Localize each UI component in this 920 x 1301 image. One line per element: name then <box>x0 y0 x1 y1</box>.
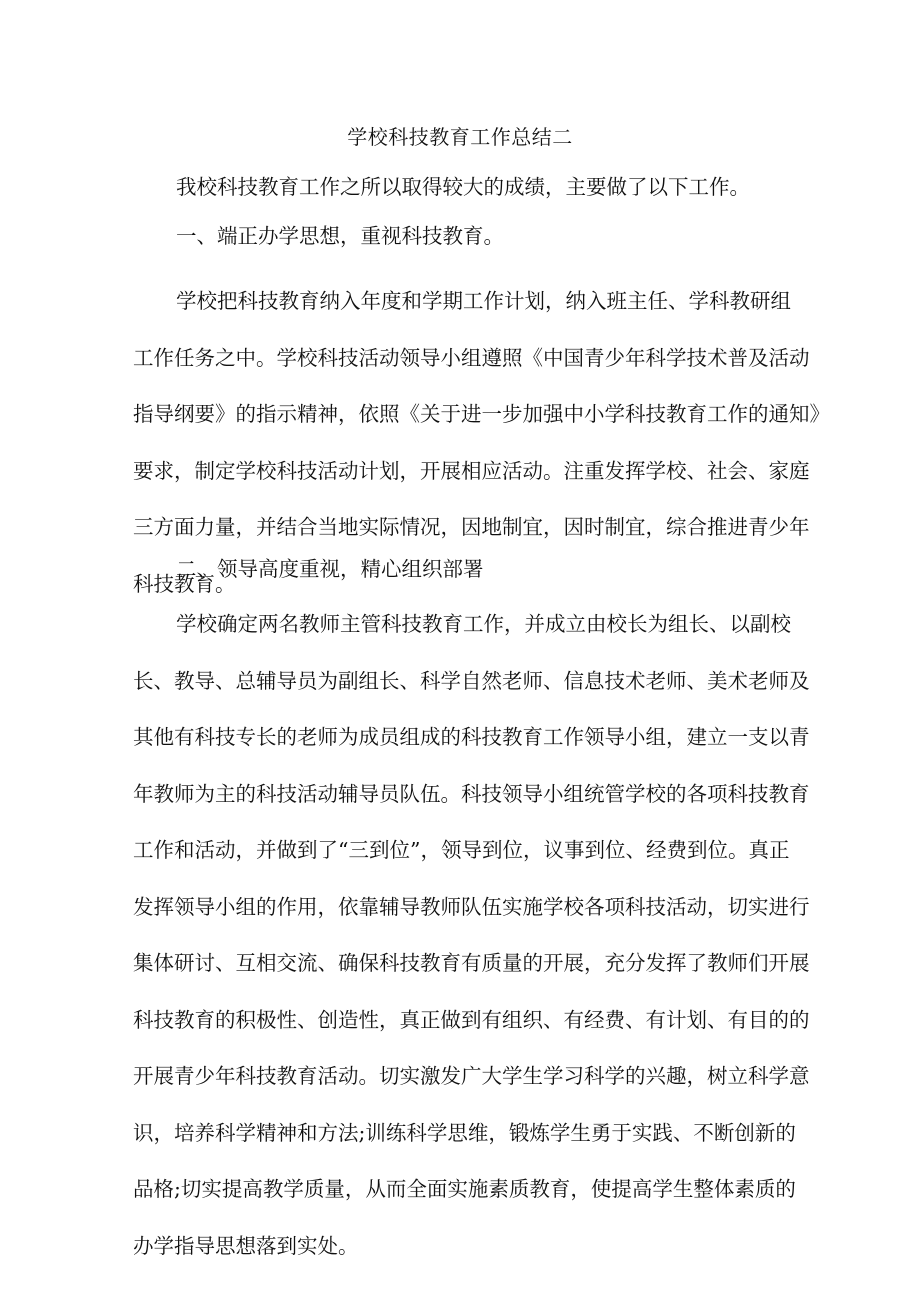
paragraph-line: 识，培养科学精神和方法;训练科学思维，锻炼学生勇于实践、不断创新的 <box>133 1120 796 1145</box>
intro-paragraph: 我校科技教育工作之所以取得较大的成绩，主要做了以下工作。 <box>176 175 750 199</box>
paragraph-line: 科技教育。 <box>133 571 236 596</box>
paragraph-line: 年教师为主的科技活动辅导员队伍。科技领导小组统管学校的各项科技教育 <box>133 781 810 806</box>
paragraph-line: 开展青少年科技教育活动。切实激发广大学生学习科学的兴趣，树立科学意 <box>133 1064 810 1088</box>
paragraph-line: 三方面力量，并结合当地实际情况，因地制宜，因时制宜，综合推进青少年 <box>133 515 810 539</box>
paragraph-line: 科技教育的积极性、创造性，真正做到有组织、有经费、有计划、有目的的 <box>133 1007 810 1032</box>
paragraph-line: 其他有科技专长的老师为成员组成的科技教育工作领导小组，建立一支以青 <box>133 725 810 749</box>
section-2-paragraph <box>133 596 810 1274</box>
paragraph-line: 学校把科技教育纳入年度和学期工作计划，纳入班主任、学科教研组 <box>176 289 791 313</box>
document-title: 学校科技教育工作总结二 <box>347 125 573 149</box>
section-2-heading: 二、领导高度重视，精心组织部署 <box>176 557 484 581</box>
paragraph-line: 工作任务之中。学校科技活动领导小组遵照《中国青少年科学技术普及活动 <box>133 345 810 370</box>
paragraph-line: 发挥领导小组的作用，依靠辅导教师队伍实施学校各项科技活动，切实进行 <box>133 894 810 919</box>
paragraph-line: 集体研讨、互相交流、确保科技教育有质量的开展，充分发挥了教师们开展 <box>133 951 810 975</box>
paragraph-line: 要求，制定学校科技活动计划，开展相应活动。注重发挥学校、社会、家庭 <box>133 458 810 483</box>
paragraph-line: 长、教导、总辅导员为副组长、科学自然老师、信息技术老师、美术老师及 <box>133 668 810 693</box>
section-1-heading: 一、端正办学思想，重视科技教育。 <box>176 224 504 248</box>
paragraph-line: 指导纲要》的指示精神，依照《关于进一步加强中小学科技教育工作的通知》 <box>133 402 830 426</box>
paragraph-line: 学校确定两名教师主管科技教育工作，并成立由校长为组长、以副校 <box>176 612 791 636</box>
paragraph-line: 办学指导思想落到实处。 <box>133 1233 359 1258</box>
paragraph-line: 工作和活动，并做到了“三到位”，领导到位，议事到位、经费到位。真正 <box>133 838 790 862</box>
paragraph-line: 品格;切实提高教学质量，从而全面实施素质教育，使提高学生整体素质的 <box>133 1177 796 1201</box>
